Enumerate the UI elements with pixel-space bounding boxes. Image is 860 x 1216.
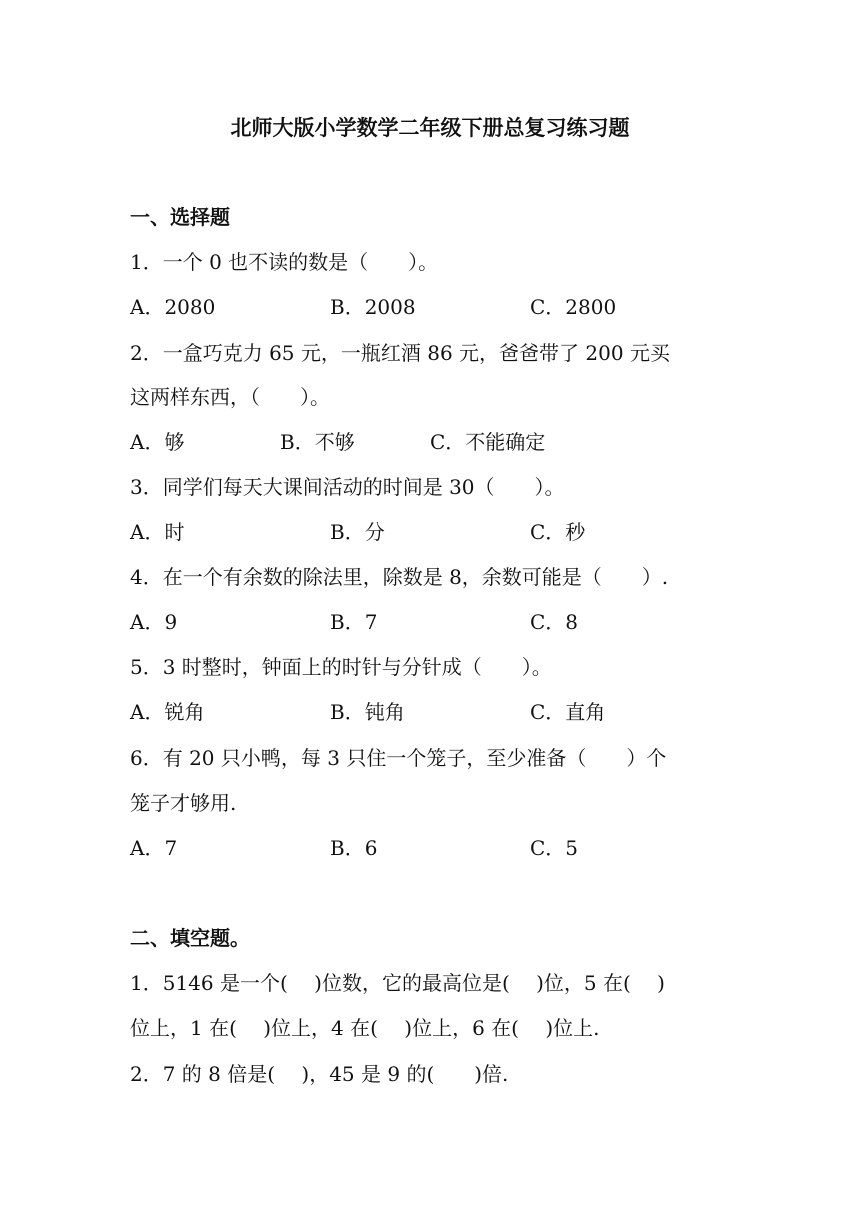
option-1c: C．2800 — [530, 295, 617, 319]
option-2b: B．不够 — [280, 430, 355, 454]
option-6b: B．6 — [330, 836, 378, 860]
question-5: 5．3 时整时，钟面上的时针与分针成（ ）。 — [130, 655, 552, 679]
option-3b: B．分 — [330, 520, 385, 544]
option-5b: B．钝角 — [330, 700, 405, 724]
question-2-line-2: 这两样东西，（ ）。 — [130, 385, 330, 409]
option-6c: C．5 — [530, 836, 579, 860]
option-3c: C．秒 — [530, 520, 586, 544]
option-5a: A．锐角 — [130, 700, 205, 724]
question-3: 3．同学们每天大课间活动的时间是 30（ ）。 — [130, 475, 565, 499]
page-title: 北师大版小学数学二年级下册总复习练习题 — [230, 116, 630, 140]
option-6a: A．7 — [130, 836, 178, 860]
fill-question-2: 2．7 的 8 倍是( )，45 是 9 的( )倍. — [130, 1062, 509, 1086]
fill-question-1-line-1: 1．5146 是一个( )位数，它的最高位是( )位，5 在( ) — [130, 971, 665, 995]
option-4a: A．9 — [130, 610, 178, 634]
option-1a: A．2080 — [130, 295, 216, 319]
question-1: 1．一个 0 也不读的数是（ ）。 — [130, 250, 439, 274]
section-heading-choice: 一、选择题 — [130, 205, 230, 229]
question-6-line-2: 笼子才够用. — [130, 791, 237, 815]
option-2c: C．不能确定 — [430, 430, 546, 454]
option-4b: B．7 — [330, 610, 378, 634]
question-2-line-1: 2．一盒巧克力 65 元，一瓶红酒 86 元，爸爸带了 200 元买 — [130, 341, 670, 365]
option-2a: A．够 — [130, 430, 185, 454]
option-3a: A．时 — [130, 520, 185, 544]
option-4c: C．8 — [530, 610, 579, 634]
section-heading-fill: 二、填空题。 — [130, 926, 250, 950]
option-5c: C．直角 — [530, 700, 606, 724]
fill-question-1-line-2: 位上，1 在( )位上，4 在( )位上，6 在( )位上. — [130, 1016, 600, 1040]
option-1b: B．2008 — [330, 295, 416, 319]
question-4: 4．在一个有余数的除法里，除数是 8，余数可能是（ ）. — [130, 565, 669, 589]
question-6-line-1: 6．有 20 只小鸭，每 3 只住一个笼子，至少准备（ ）个 — [130, 746, 667, 770]
